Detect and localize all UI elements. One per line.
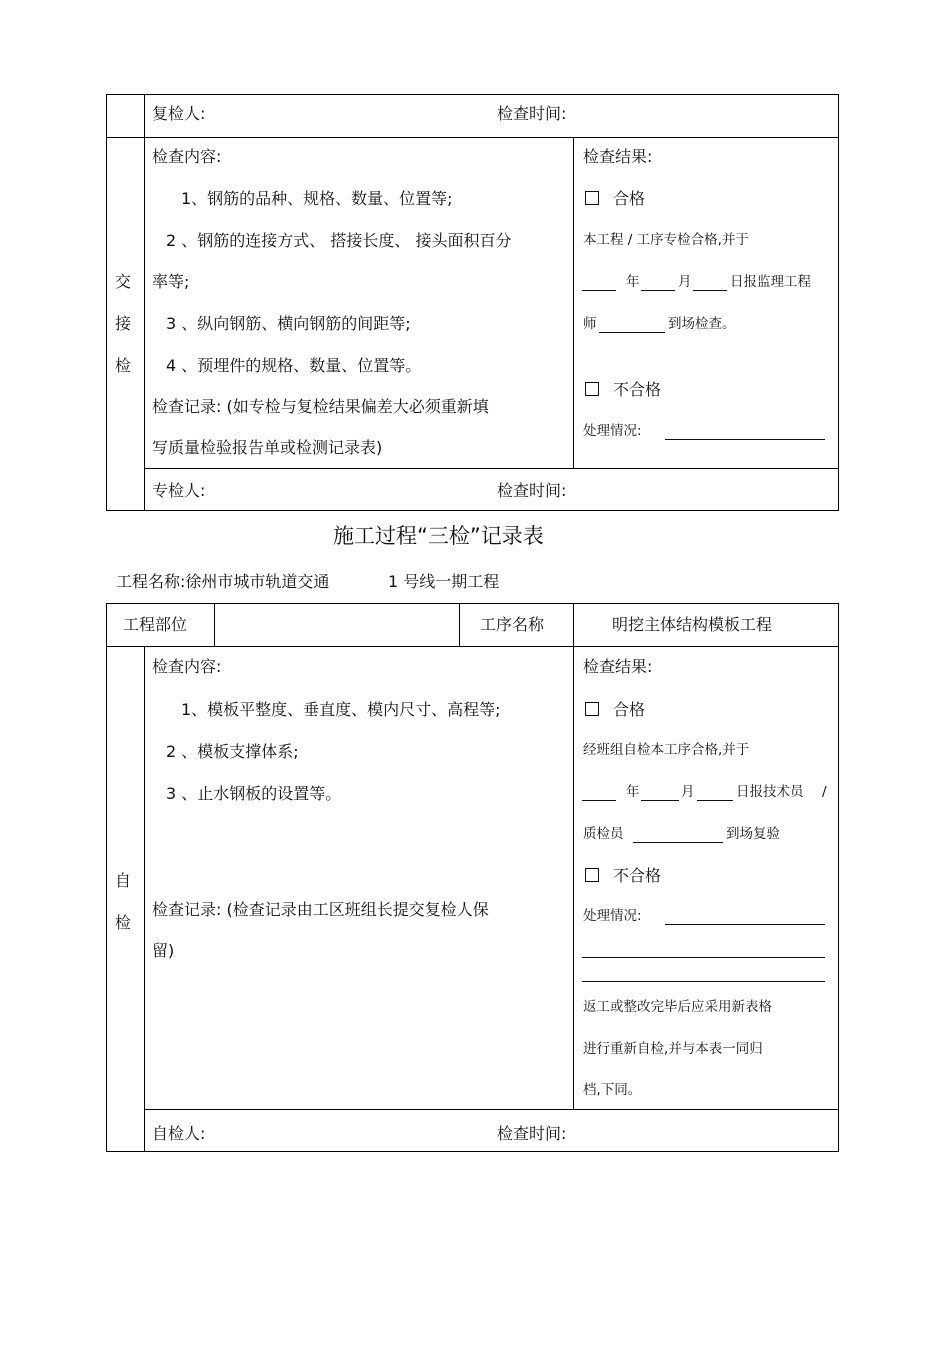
special-person-label: 专检人: [152, 481, 206, 500]
inspector-prefix: 质检员 [583, 826, 624, 842]
fail-label: 不合格 [613, 380, 662, 399]
project-name-suffix: 1 号线一期工程 [388, 572, 500, 591]
process-label: 工序名称 [480, 615, 545, 634]
engineer-prefix: 师 [583, 316, 597, 332]
month-blank[interactable] [641, 290, 675, 291]
side-label-char: 接 [115, 314, 132, 333]
content-item: 2 、模板支撑体系; [166, 742, 299, 761]
page-title: 施工过程“三检”记录表 [333, 524, 544, 548]
year-blank[interactable] [582, 290, 616, 291]
rework-note: 进行重新自检,并与本表一同归 [583, 1041, 763, 1057]
record-note: 留) [152, 941, 175, 960]
month-label: 月 [678, 274, 692, 290]
content-item: 1、模板平整度、垂直度、模内尺寸、高程等; [181, 700, 501, 719]
special-time-label: 检查时间: [497, 481, 567, 500]
result-header: 检查结果: [583, 657, 653, 676]
rework-note: 返工或整改完毕后应采用新表格 [583, 999, 772, 1015]
day-note: 日报技术员 [736, 784, 804, 800]
day-blank[interactable] [697, 800, 733, 801]
record-note: 检查记录: (检查记录由工区班组长提交复检人保 [152, 900, 489, 919]
self-time-label: 检查时间: [497, 1124, 567, 1143]
slash-mark: / [822, 784, 827, 800]
inspector-suffix: 到场复验 [726, 826, 780, 842]
content-item: 3 、纵向钢筋、横向钢筋的间距等; [166, 314, 411, 333]
handling-blank-line[interactable] [582, 981, 825, 982]
recheck-person-label: 复检人: [152, 104, 206, 123]
fail-checkbox[interactable] [585, 382, 599, 396]
process-value: 明挖主体结构模板工程 [612, 615, 773, 634]
pass-note: 本工程 / 工序专检合格,并于 [583, 232, 749, 248]
handling-blank[interactable] [665, 924, 825, 925]
content-item: 4 、预埋件的规格、数量、位置等。 [166, 356, 422, 375]
handling-label: 处理情况: [583, 423, 642, 439]
inspector-blank[interactable] [633, 842, 723, 843]
content-header: 检查内容: [152, 657, 222, 676]
self-person-label: 自检人: [152, 1124, 206, 1143]
engineer-blank[interactable] [599, 332, 665, 333]
fail-label: 不合格 [613, 866, 662, 885]
side-label-char: 自 [115, 871, 132, 890]
handling-blank-line[interactable] [582, 957, 825, 958]
year-label: 年 [626, 274, 640, 290]
project-name: 工程名称:徐州市城市轨道交通 [116, 572, 330, 591]
side-label-char: 检 [115, 913, 132, 932]
handling-blank[interactable] [665, 439, 825, 440]
day-note: 日报监理工程 [730, 274, 811, 290]
record-note: 检查记录: (如专检与复检结果偏差大必须重新填 [152, 397, 489, 416]
year-blank[interactable] [582, 800, 616, 801]
pass-checkbox[interactable] [585, 702, 599, 716]
handling-label: 处理情况: [583, 908, 642, 924]
side-label-char: 交 [115, 272, 132, 291]
pass-label: 合格 [613, 189, 646, 208]
result-header: 检查结果: [583, 147, 653, 166]
day-blank[interactable] [693, 290, 727, 291]
recheck-time-label: 检查时间: [497, 104, 567, 123]
content-item: 3 、止水钢板的设置等。 [166, 784, 342, 803]
pass-note: 经班组自检本工序合格,并于 [583, 742, 750, 758]
part-label: 工程部位 [123, 615, 188, 634]
month-blank[interactable] [641, 800, 679, 801]
record-note: 写质量检验报告单或检测记录表) [152, 438, 383, 457]
content-item: 2 、钢筋的连接方式、 搭接长度、 接头面积百分 [166, 231, 512, 250]
fail-checkbox[interactable] [585, 868, 599, 882]
side-label-char: 检 [115, 356, 132, 375]
year-label: 年 [626, 784, 640, 800]
month-label: 月 [681, 784, 695, 800]
content-item: 率等; [152, 272, 190, 291]
content-header: 检查内容: [152, 147, 222, 166]
pass-checkbox[interactable] [585, 191, 599, 205]
pass-label: 合格 [613, 700, 646, 719]
engineer-suffix: 到场检查。 [668, 316, 736, 332]
content-item: 1、钢筋的品种、规格、数量、位置等; [181, 189, 453, 208]
rework-note: 档,下同。 [583, 1082, 642, 1098]
